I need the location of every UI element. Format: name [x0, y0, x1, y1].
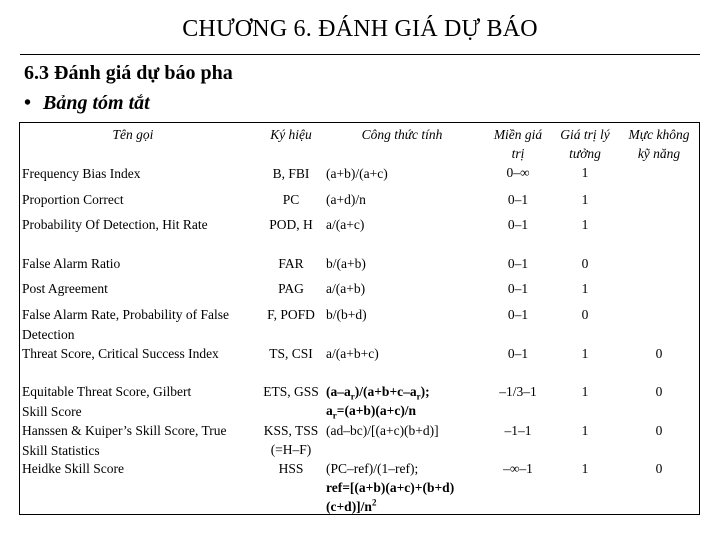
bullet-item [24, 92, 150, 115]
row-perfect: 1 [581, 165, 589, 180]
row-range: –1–1 [504, 423, 532, 438]
row-perfect: 1 [581, 192, 589, 207]
bullet-icon: • [24, 92, 32, 114]
row-name: Equitable Threat Score, Gilbert Skill Score [22, 384, 192, 419]
row-range: 0–1 [507, 307, 529, 322]
row-formula-line1: $(a-a_r)/(a+b+c-a_r)$; [326, 384, 430, 402]
row-formula: (ad–bc)/[(a+c)(b+d)] [326, 423, 439, 438]
row-name: Hanssen & Kuiper’s Skill Score, True Skill Statistics [22, 423, 227, 458]
section-heading: 6.3 Đánh giá dự báo pha [24, 62, 233, 84]
row-formula: a/(a+b+c) [326, 346, 379, 361]
row-formula: (a+d)/n [326, 192, 366, 207]
row-symbol: B, FBI [272, 166, 310, 181]
header-name: Tên gọi [112, 127, 154, 142]
row-symbol: F, POFD [267, 307, 315, 322]
row-perfect: 0 [581, 307, 589, 322]
header-range-line2: trị [511, 146, 525, 161]
summary-table [19, 122, 700, 515]
bullet-text: Bảng tóm tắt [43, 92, 150, 114]
row-range: 0–1 [507, 346, 529, 361]
row-symbol: HSS [278, 461, 304, 476]
row-name: Heidke Skill Score [22, 461, 124, 476]
row-formula: (a+b)/(a+c) [326, 166, 388, 181]
row-perfect: 1 [581, 384, 589, 399]
row-formula: b/(b+d) [326, 307, 367, 322]
row-range: 0–1 [507, 217, 529, 232]
row-noskill: 0 [655, 423, 663, 438]
header-symbol: Ký hiệu [270, 127, 312, 142]
header-noskill-line2: kỹ năng [637, 146, 681, 161]
row-name: Proportion Correct [22, 192, 124, 207]
row-symbol: ETS, GSS [263, 384, 319, 399]
row-formula: a/(a+c) [326, 217, 365, 232]
row-name: Post Agreement [22, 281, 108, 296]
row-noskill: 0 [655, 384, 663, 399]
row-name: False Alarm Rate, Probability of False Detection [22, 307, 229, 342]
row-noskill: 0 [655, 346, 663, 361]
row-range: 0–1 [507, 281, 529, 296]
row-perfect: 1 [581, 423, 589, 438]
row-range: –∞–1 [503, 461, 533, 476]
header-perfect-line1: Giá trị lý [560, 127, 610, 142]
page-title: CHƯƠNG 6. ĐÁNH GIÁ DỰ BÁO [182, 16, 538, 42]
row-formula-line2: $a_r=(a+b)(a+c)/n$ [326, 403, 417, 421]
row-formula: a/(a+b) [326, 281, 366, 296]
row-formula-line1: (PC–ref)/(1–ref); [326, 461, 419, 476]
row-formula-line2: ref=[(a+b)(a+c)+(b+d) [326, 480, 455, 495]
row-noskill: 0 [655, 461, 663, 476]
row-symbol: FAR [278, 256, 304, 271]
header-formula: Công thức tính [361, 127, 443, 142]
header-noskill-line1: Mực không [628, 127, 690, 142]
row-range: 0–1 [507, 192, 529, 207]
row-symbol-line2: (=H–F) [270, 442, 312, 457]
row-name: Threat Score, Critical Success Index [22, 346, 219, 361]
row-symbol-line1: KSS, TSS [263, 423, 319, 438]
row-perfect: 1 [581, 346, 589, 361]
row-perfect: 1 [581, 461, 589, 476]
header-range-line1: Miền giá [493, 127, 543, 142]
title-divider [20, 54, 700, 55]
row-perfect: 1 [581, 217, 589, 232]
row-symbol: POD, H [269, 217, 313, 232]
row-perfect: 0 [581, 256, 589, 271]
row-symbol: PC [282, 192, 300, 207]
row-range: 0–1 [507, 256, 529, 271]
row-symbol: TS, CSI [269, 346, 313, 361]
row-name: Frequency Bias Index [22, 166, 141, 181]
row-perfect: 1 [581, 281, 589, 296]
row-range: –1/3–1 [499, 384, 537, 399]
row-formula-line3: $(c+d)]/n^2$ [326, 497, 377, 514]
row-range: 0–∞ [506, 165, 530, 180]
row-name: Probability Of Detection, Hit Rate [22, 217, 208, 232]
row-symbol: PAG [278, 281, 304, 296]
row-name: False Alarm Ratio [22, 256, 121, 271]
header-perfect-line2: tưởng [569, 146, 601, 161]
row-formula: b/(a+b) [326, 256, 366, 271]
